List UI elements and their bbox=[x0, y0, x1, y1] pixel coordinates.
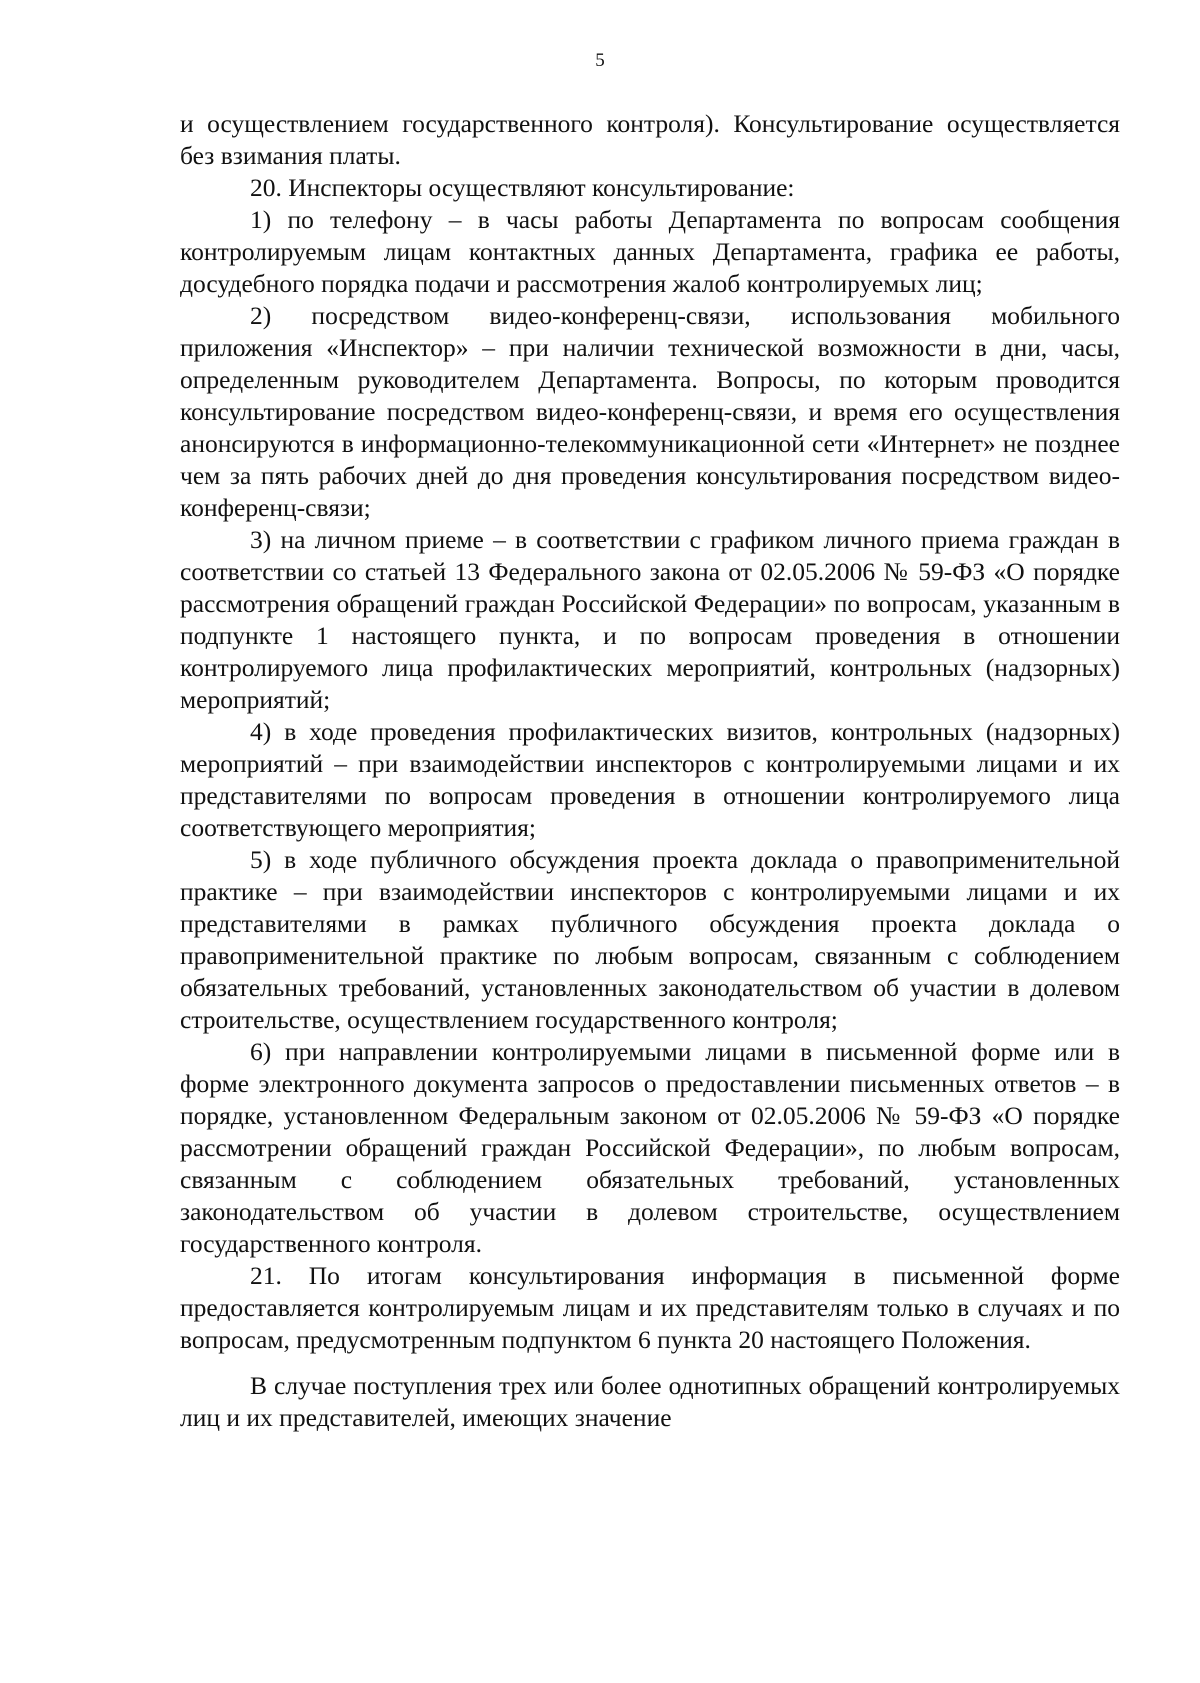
paragraph-item-21-continued: В случае поступления трех или более однотипных обращений контролируемых лиц и их представителей, имеющих значение bbox=[180, 1371, 1120, 1432]
paragraph-item-20-1: 1) по телефону – в часы работы Департамента по вопросам сообщения контролируемым лицам контактных данных Департамента, графика ее работы, досудебного порядка подачи и рассмотрения жалоб контролируемых лиц; bbox=[180, 205, 1120, 298]
page-number: 5 bbox=[595, 50, 605, 71]
paragraph-item-20-3: 3) на личном приеме – в соответствии с графиком личного приема граждан в соответствии со статьей 13 Федерального закона от 02.05.2006 № 59-ФЗ «О порядке рассмотрения обращений граждан Российской Федерации» по вопросам, указанным в подпункте 1 настоящего пункта, и по вопросам проведения в отношении контролируемого лица профилактических мероприятий, контрольных (надзорных) мероприятий; bbox=[180, 525, 1120, 714]
paragraph-item-20-2: 2) посредством видео-конференц-связи, использования мобильного приложения «Инспектор» – при наличии технической возможности в дни, часы, определенным руководителем Департамента. Вопросы, по которым проводится консультирование посредством видео-конференц-связи, и время его осуществления анонсируются в информационно-телекоммуникационной сети «Интернет» не позднее чем за пять рабочих дней до дня проведения консультирования посредством видео-конференц-связи; bbox=[180, 301, 1120, 522]
paragraph-item-21: 21. По итогам консультирования информация в письменной форме предоставляется контролируемым лицам и их представителям только в случаях и по вопросам, предусмотренным подпунктом 6 пункта 20 настоящего Положения. bbox=[180, 1261, 1120, 1354]
paragraph-continuation: и осуществлением государственного контроля). Консультирование осуществляется без взимания платы. bbox=[180, 109, 1120, 170]
paragraph-item-20-6: 6) при направлении контролируемыми лицами в письменной форме или в форме электронного документа запросов о предоставлении письменных ответов – в порядке, установленном Федеральным законом от 02.05.2006 № 59-ФЗ «О порядке рассмотрении обращений граждан Российской Федерации», по любым вопросам, связанным с соблюдением обязательных требований, установленных законодательством об участии в долевом строительстве, осуществлением государственного контроля. bbox=[180, 1037, 1120, 1258]
paragraph-item-20: 20. Инспекторы осуществляют консультирование: bbox=[250, 173, 795, 202]
document-body bbox=[180, 108, 1120, 1434]
paragraph-item-20-4: 4) в ходе проведения профилактических визитов, контрольных (надзорных) мероприятий – при взаимодействии инспекторов с контролируемыми лицами и их представителями по вопросам проведения в отношении контролируемого лица соответствующего мероприятия; bbox=[180, 717, 1120, 842]
paragraph-item-20-5: 5) в ходе публичного обсуждения проекта доклада о правоприменительной практике – при взаимодействии инспекторов с контролируемыми лицами и их представителями в рамках публичного обсуждения проекта доклада о правоприменительной практике по любым вопросам, связанным с соблюдением обязательных требований, установленных законодательством об участии в долевом строительстве, осуществлением государственного контроля; bbox=[180, 845, 1120, 1034]
